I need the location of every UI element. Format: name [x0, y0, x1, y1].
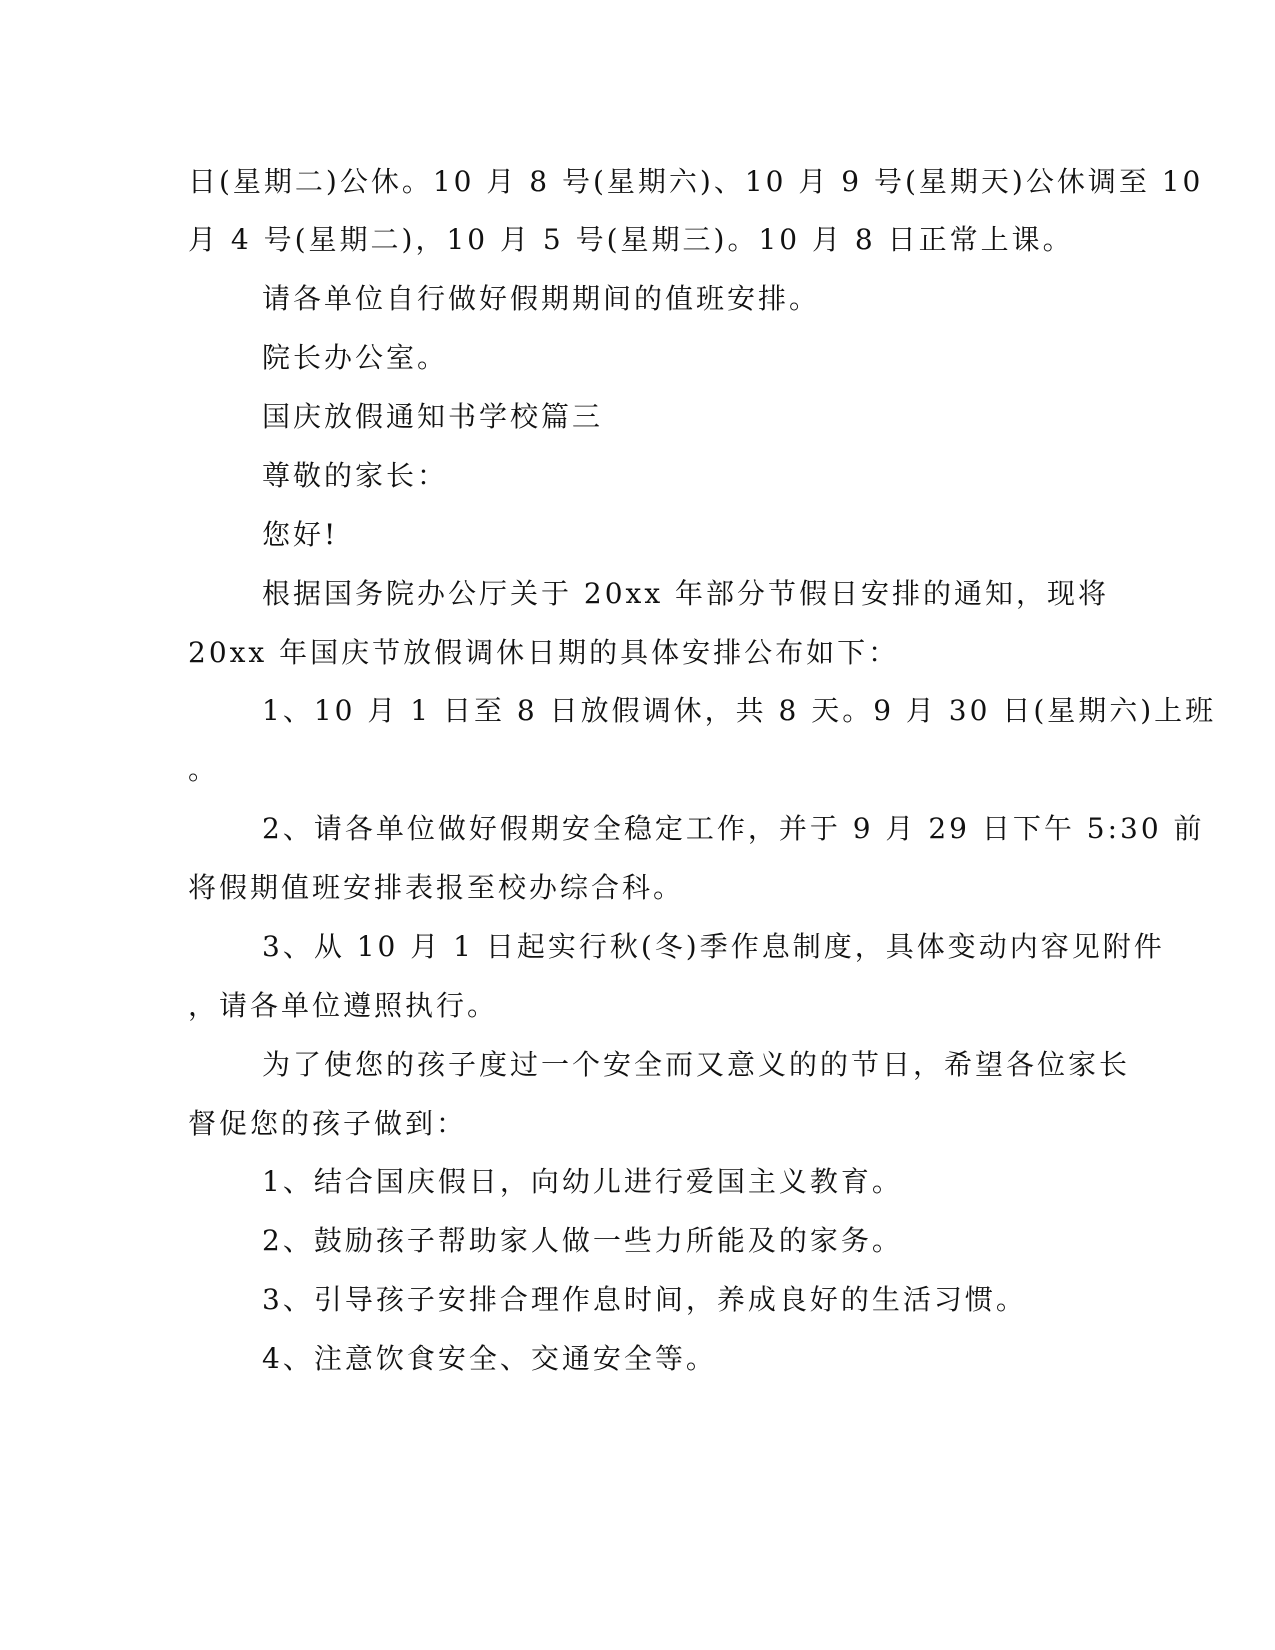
list-item: 2、请各单位做好假期安全稳定工作，并于 9 月 29 日下午 5:30 前	[262, 812, 1205, 845]
list-item: 4、注意饮食安全、交通安全等。	[262, 1342, 717, 1375]
list-item: 3、从 10 月 1 日起实行秋(冬)季作息制度，具体变动内容见附件	[262, 930, 1165, 963]
list-item: 1、结合国庆假日，向幼儿进行爱国主义教育。	[262, 1165, 903, 1198]
text-line: 月 4 号(星期二)，10 月 5 号(星期三)。10 月 8 日正常上课。	[188, 223, 1074, 256]
text-line: 日(星期二)公休。10 月 8 号(星期六)、10 月 9 号(星期天)公休调至 10	[188, 165, 1204, 198]
text-line: 请各单位自行做好假期期间的值班安排。	[262, 282, 821, 315]
list-item: 1、10 月 1 日至 8 日放假调休，共 8 天。9 月 30 日(星期六)上班	[262, 694, 1217, 727]
list-item: 2、鼓励孩子帮助家人做一些力所能及的家务。	[262, 1224, 903, 1257]
text-line: 督促您的孩子做到：	[188, 1107, 468, 1140]
text-line: ，请各单位遵照执行。	[188, 989, 499, 1022]
text-line: 院长办公室。	[262, 341, 449, 374]
text-line: 。	[188, 753, 220, 786]
salutation: 尊敬的家长：	[262, 459, 449, 492]
text-line: 为了使您的孩子度过一个安全而又意义的的节日，希望各位家长	[262, 1048, 1131, 1081]
greeting: 您好!	[262, 518, 339, 551]
section-heading: 国庆放假通知书学校篇三	[262, 400, 604, 433]
list-item: 3、引导孩子安排合理作息时间，养成良好的生活习惯。	[262, 1283, 1027, 1316]
text-line: 根据国务院办公厅关于 20xx 年部分节假日安排的通知，现将	[262, 577, 1110, 610]
text-line: 将假期值班安排表报至校办综合科。	[188, 871, 685, 904]
text-line: 20xx 年国庆节放假调休日期的具体安排公布如下：	[188, 636, 900, 669]
